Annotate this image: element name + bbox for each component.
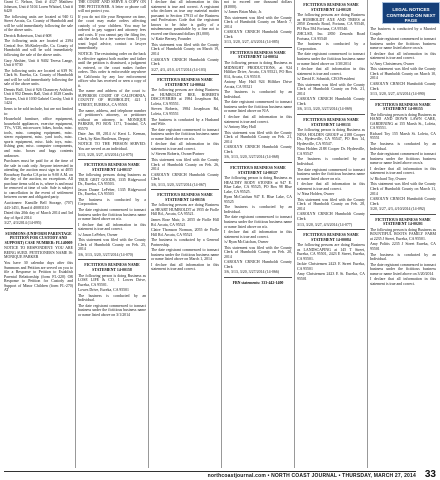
notice-paragraph: /s/ Jason LeFeber, Owner <box>78 232 118 237</box>
notice-paragraph: Dennis Ball, Unit # 926 Chauncey Ashford, Unit # 952 Dennis Ball, Unit # 1028 Candis Tavares, Unit # 1030 Gabriel Crosby, Unit # 1424 <box>4 87 73 106</box>
notice-divider <box>151 189 219 190</box>
notice-paragraph: The following person is doing Business as MIDNIGHT PRODUCTIONS, at 924 Hilfiker Drive, Arcata, CA 95521, PO Box 814, Arcata, CA 95518. <box>224 61 292 79</box>
notice-paragraph: CAROLYN CRNICH Humboldt County Clerk <box>297 97 365 106</box>
notice-paragraph: Antony May Hall 924 Hilfiker Drive Arcata, CA 95521 <box>224 80 292 89</box>
page-number: 33 <box>424 469 436 480</box>
notice-paragraph: 3/20, 3/27, 4/3, 4/10/2014 (14-092) <box>370 207 426 212</box>
notice-paragraph: The date registrant commenced to transact business under the fictitious business name or name listed above on n/a. <box>151 127 219 141</box>
notice-paragraph: The business is conducted by an Individual. <box>224 205 292 214</box>
notice-title: FICTITIOUS BUSINESS NAME STATEMENT 14-00131 <box>303 118 359 127</box>
notice-paragraph: I declare that all information in this statement is true and correct. <box>297 67 365 76</box>
notice-paragraph: This statement was filed with the County Clerk of Humboldt County on Feb. 21, 2014 <box>224 130 292 144</box>
notice-paragraph: Richard Toy 155 Marsh St. Loleta, CA 95551 <box>370 131 436 141</box>
notice-paragraph: /s/ David E. Schmidt, CEO/President <box>297 77 355 82</box>
notice-paragraph: The business is conducted by an Individual. <box>297 157 365 166</box>
notice-paragraph: James Rose Muir, Jr. 2055 de Fiolle Hill Rd. Arcata, CA 95521 <box>151 217 219 227</box>
notice-paragraph: The business is conducted by an Individual. <box>224 90 292 99</box>
notice-paragraph: Derrick Robertson, Unit # 608 <box>4 33 52 38</box>
notice-paragraph: Date: Jan. 08, 2014 /s/ Kerri L. Keenan, Clerk, by Kim Bartleson, Deputy <box>78 132 146 141</box>
notice-paragraph: Amy Christensen 2423 E St. Eureka, CA 95501 <box>297 272 365 281</box>
notice-title: FBN statements: 333-442-1400 <box>232 280 284 285</box>
notice-paragraph: This statement was filed with the County Clerk of Humboldt County on Feb. 21, 2014 <box>297 82 365 96</box>
notice-paragraph: 3/6, 3/13, 3/20, 3/27/2014 (14-067) <box>151 182 207 187</box>
notice-paragraph: The date registrant commenced to transact business under the fictitious business name or name listed above on n/a. <box>370 37 437 51</box>
notice-paragraph: I declare that all information in this statement is true and correct. <box>151 142 219 151</box>
notice-paragraph: 3/13, 3/20, 3/27, 4/3/2014 (14-090) <box>370 92 426 97</box>
notice-column-4 <box>221 0 294 468</box>
notice-paragraph: THE COURT AND SERVE A COPY ON THE PETITIONER. A letter or phone call will not protect you. <box>78 0 146 14</box>
notice-paragraph: Purchases must be paid for at the time of the sale in cash only. Anyone interested in attending the auction must sign in at 4055 Broadway Eureka CA prior to 9:00 A.M. on the day of the auction, no exceptions. All purchase items sold as is, where is and must be removed at time of sale. Sale is subject to cancellation in the event of settlement between owner and obligated party. <box>4 159 73 200</box>
footer-text: northcoastjournal.com • NORTH COAST JOURNAL • THURSDAY, MARCH 27, 2014 <box>207 473 416 479</box>
notice-divider <box>78 159 146 160</box>
notice-title: FICTITIOUS BUSINESS NAME STATEMENT 14-00084 <box>303 233 359 242</box>
notice-paragraph: NOTICE: The restraining order on the back is effective against both mother and father until the petition is dismissed, a judgment is entered, or the court makes further orders. This order is enforceable anywhere in California by any law enforcement officer who has received or seen a copy of it. <box>78 52 146 88</box>
notice-paragraph: This statement was filed with the County Clerk of Humboldt County on Feb. 26, 2014 <box>151 157 219 172</box>
notice-paragraph: Lowes Drive, Eureka, CA 95501 <box>78 288 129 293</box>
notice-title: FICTITIOUS BUSINESS NAME STATEMENT 14-00044 <box>157 78 213 87</box>
notice-paragraph: The date registrant commenced to transact business under the fictitious business name or name listed above on n/a. <box>297 167 365 181</box>
notice-paragraph: This statement was filed with the County Clerk of Humboldt County on March 7, 2014 <box>224 15 292 29</box>
notice-paragraph: This statement was filed with the County Clerk of Humboldt County on March 19, 2014 <box>151 42 219 57</box>
notice-paragraph: The following persons are doing Business as HUMBOLDT BEE, ROBERTS DISCOVERIES at 1984 Josephson Rd, Loleta, CA 95551. <box>151 88 219 106</box>
notice-paragraph: The following persons are doing Business as HEART HUMBOLDT at 1955 de Fiolle Hill Rd., Arcata, CA 95521. <box>151 203 219 217</box>
notice-paragraph: I declare that all information in this statement is true and correct. <box>224 115 292 124</box>
notice-paragraph: If you do not file your Response on time, the court may make orders affecting custody of your children. You may be ordered to pay support and attorney fees and costs. If you cannot pay the filing fee, ask the clerk for a fee waiver form. If you want legal advice, contact a lawyer immediately. <box>78 14 146 51</box>
notice-column-3 <box>148 0 221 468</box>
notice-title: FICTITIOUS BUSINESS NAME STATEMENT 14-00155 <box>375 102 431 112</box>
notice-paragraph: The name and address of the court is: SUPERIOR COURT OF CALIFORNIA, COUNTY OF HUMBOLDT, 421 I STREET, EUREKA, CA 95501 <box>78 89 146 108</box>
notice-paragraph: The following person is doing Business as BOUNTIFUL ROOTS FAMILY FARM at 2235 J Street, Eureka, CA 95501. <box>370 227 436 241</box>
notice-paragraph: /s/ Richard Toy, Owner <box>370 176 407 181</box>
notice-title: FICTITIOUS BUSINESS NAME STATEMENT 14-00158 <box>84 263 140 272</box>
notice-paragraph: CAROLYN CRNICH Humboldt County Clerk <box>224 30 292 39</box>
continued-banner[interactable] <box>382 2 440 24</box>
notice-paragraph: The business is conducted by an Individual. <box>370 142 436 151</box>
notice-title: FICTITIOUS BUSINESS NAME STATEMENT 14-00156 <box>157 193 213 202</box>
notice-column-5 <box>294 0 367 468</box>
notice-paragraph: The following persons are doing Business as LANDSCAPING at 145 T Street, Eureka, CA 95501, 2423 E Street, Eureka, CA 95501. <box>297 243 365 261</box>
notice-paragraph: The business is conducted by a Corporation. <box>297 42 365 51</box>
notice-paragraph: 3/27, 4/3, 4/10, 4/17/2014 (14-103) <box>151 67 207 72</box>
notice-paragraph: This statement was filed with the County Clerk of Humboldt County on Feb. 28, 2014 <box>297 197 365 211</box>
notice-paragraph: This statement was filed with the County Clerk of Humboldt County on Feb. 20, 2014 <box>224 245 292 259</box>
notice-title: FICTITIOUS BUSINESS NAME STATEMENT 14-00127 <box>230 165 286 175</box>
notice-title: SUMMONS (UNIFORM PARENTAGE PETITION FOR CUSTODY AND SUPPORT) CASE NUMBER: FL140009 <box>4 231 73 245</box>
notice-paragraph: CAROLYN CRNICH Humboldt County Clerk <box>151 57 219 67</box>
notice-paragraph: I declare that all information in this statement is true and correct. <box>370 51 436 61</box>
notice-paragraph: You have 30 calendar days after this Summons and Petition are served on you to file a Response to Petition to Establish Parental Relationship (form FL-220) OR Response to Petition for Custody and Support of Minor Children (form FL-270) AT <box>4 260 73 293</box>
notice-paragraph: NOTICE TO RESPONDENT: YOU ARE BEING SUED. PETITIONER'S NAME IS: MONIQUE PARKER <box>4 246 73 260</box>
notice-divider <box>151 74 219 75</box>
notice-paragraph: The date registrant commenced to transact business under the fictitious business name or name listed above on n/a. <box>78 207 146 222</box>
notice-paragraph: ZHCLSD, Inc. 2850 Zenonfa Road Fortuna, CA 95540 <box>297 32 365 41</box>
notice-column-2 <box>75 0 148 468</box>
notice-paragraph: /s/ Antony May Hall <box>224 125 256 130</box>
notice-paragraph: The following units are located at 940 G Street Arcata, Ca. County of Humboldt and will be sold immediately following the sale of the above units. <box>4 14 73 33</box>
notice-paragraph: The following persons doing business as TRUE GRIT GOODS, 1335 Ridgewood Dr., Eureka, CA 95503. <box>78 173 146 187</box>
notice-paragraph: Auctioneer: Kamille Bell Storage, (707) 443-1451, Bond # 40083110 <box>4 200 73 210</box>
notice-paragraph: 3/13, 3/20, 3/27, 4/3/2014 (14-077) <box>297 222 353 227</box>
notice-paragraph: The date registrant commenced to transact business under the fictitious business name or name listed above on 3/1/2014 <box>78 303 146 317</box>
notice-paragraph: The following person is doing Business as NINA HOLDEN GROUP at 2188 Cooper Dr., Hydesville, CA 95547, PO Box 14, Hydesville, CA 95547. <box>297 128 365 146</box>
notice-paragraph: The business is conducted by a Corporation. <box>78 197 146 207</box>
notice-paragraph: Jason Duane LeFeber, 1335 Ridgewood Dr., Eureka, CA 95503 <box>78 187 146 197</box>
notice-paragraph: This statement was filed with the County Clerk of Humboldt County on March 10, 2014 <box>370 67 436 81</box>
notice-paragraph: The business is conducted by an Individual. <box>370 252 436 262</box>
notice-divider <box>370 214 436 215</box>
notice-paragraph: 3/6, 3/13, 3/20, 3/27/2014 (14-070) <box>78 252 134 257</box>
notice-paragraph: CAROLYN CRNICH Humboldt County Clerk <box>224 145 292 154</box>
notice-paragraph: The business is conducted by a Husband and Wife. <box>151 117 219 127</box>
notice-title: FICTITIOUS BUSINESS NAME STATEMENT 14-00201 <box>375 217 431 227</box>
notice-paragraph: The date registrant commenced to transact business under the fictitious business name or name listed above on 3/20/2014 <box>370 262 437 276</box>
notice-title: FICTITIOUS BUSINESS NAME STATEMENT 14-00128 <box>303 3 359 12</box>
notice-paragraph: NOTICE TO THE PERSON SERVED: You are served as an individual. <box>78 142 146 151</box>
notice-paragraph: The business is conducted by a Married Couple. <box>370 27 436 36</box>
notice-paragraph: Nina Holden 2188 Cooper Dr. Hydesville, CA 95547 <box>297 147 365 156</box>
notice-paragraph: /s/ Steven Roberts, Owner/Partner <box>151 152 205 157</box>
notice-paragraph: The date registrant commenced to transact business under the fictitious business name or name listed above on N/A <box>224 100 292 114</box>
notice-column-1 <box>2 0 75 468</box>
notice-paragraph: CAROLYN CRNICH Humboldt County Clerk <box>370 82 436 91</box>
notice-paragraph: 3/13, 3/20, 3/27, 4/3/2014 (14-075) <box>78 152 134 157</box>
notice-title: FICTITIOUS BUSINESS NAME STATEMENT 14-00034 <box>230 50 286 60</box>
notice-paragraph: I declare that all information in this statement is true and correct. <box>370 277 436 286</box>
notice-paragraph: 3/27, 4/3/2014 (14-095) <box>4 221 42 226</box>
notice-paragraph: 3/13, 3/20, 3/27, 4/3/2014 (14-085) <box>224 40 280 45</box>
notice-paragraph: CAROLYN CRNICH Humboldt County Clerk <box>370 197 436 206</box>
notice-paragraph: Items to be sold include, but are not limited to: <box>4 107 73 116</box>
notice-paragraph: CAROLYN CRNICH Humboldt County Clerk <box>151 172 219 182</box>
notice-paragraph: Household furniture, office equipment, household appliances, exercise equipment, TVs, VCR, microwave, bikes, books, misc. tools, misc. camping equipment, misc. stereo equipment, misc. yard tools, misc. sports equipment, misc. kids toys, misc. fishing gear, misc. computer components, and misc. boxes and bags contents unknown. <box>4 117 73 158</box>
banner-title: LEGAL NOTICES <box>392 7 430 12</box>
notice-title: FICTITIOUS BUSINESS NAME STATEMENT 14-00137 <box>84 163 140 172</box>
notice-paragraph: Amy Politis 2235 J Street Eureka, CA 95501 <box>370 242 436 251</box>
notice-paragraph: /s/ James Brian Muir, Jr. <box>224 10 262 15</box>
notice-paragraph: /s/ Amy Christensen, Owner <box>370 61 415 66</box>
notice-paragraph: The following units are located at 2394 Central Ave. McKinleyville, Ca. County of Humboldt and will be sold immediately following the sale of the above units. <box>4 39 73 58</box>
notice-paragraph: I declare that all information in this statement is true and correct. <box>151 262 219 272</box>
notice-paragraph: /s/ Katie Berney, Founder <box>151 37 191 42</box>
notice-divider <box>370 99 436 100</box>
notice-paragraph: Grant C. Nelson, Unit # 4127 Matthew Johnson, Unit # 5104 Loren Whitsel, Unit # 6420 <box>4 0 73 14</box>
notice-paragraph: The date registrant commenced to transact business under the fictitious business name or name listed above on n/a. <box>370 152 437 166</box>
notice-paragraph: This statement was filed with the County Clerk of Humboldt County on March 11, 2014 <box>370 182 436 196</box>
notice-paragraph: I declare that all information in this statement is true and correct. <box>78 222 146 232</box>
notice-paragraph: 3/6, 3/13, 3/20, 3/27/2014 (14-069) <box>297 107 353 112</box>
notice-paragraph: /s/ Nina Holden, Owner <box>297 192 335 197</box>
notice-paragraph: The business is conducted by an Individual. <box>78 293 146 303</box>
notice-paragraph: Dated this 20th day of March 2014 and 3rd day of April 2014 <box>4 211 73 220</box>
banner-subtitle: CONTINUED ON NEXT PAGE <box>386 12 436 24</box>
notice-paragraph: The following person is doing Business as HAND AND DOWN LAWN CARE, GARDENING at 155 Marsh St., Loleta, CA 95551. <box>370 112 436 131</box>
notice-paragraph: Jackie Christensen 2423 E Street Eureka, CA 95501 <box>297 262 365 271</box>
notice-paragraph: Ryan McCutchan 947 E. Blue Lake, CA 95525 <box>224 195 292 204</box>
notice-paragraph: The date registrant commenced to transact business under the fictitious business name or name listed above on n/a. <box>224 215 292 229</box>
notice-paragraph: I declare that all information in this statement is true and correct. <box>224 230 292 239</box>
notice-paragraph: This statement was filed with the County Clerk of Humboldt County on Feb. 25, 2014 <box>78 238 146 252</box>
notice-divider <box>78 259 146 260</box>
notice-paragraph: I declare that all information in this statement is true and correct. A registrant who declares as true any material matter pursuant to Section 17913 of the Business and Professions Code that the registrant knows to be false is guilty of a misdemeanor punishable by a fine not to exceed one thousand dollars ($1,000). <box>151 0 219 36</box>
notice-paragraph: 3/6, 3/13, 3/20, 3/27/2014 (14-066) <box>224 270 280 275</box>
notice-divider <box>224 47 292 48</box>
notice-paragraph: The following persons are doing Business as HUMBOLDT AXE AND TREES at 2850 Zenonfa Road, Fortuna, CA 95540, PO Box 584 Fortuna, CA 95540. <box>297 13 365 31</box>
notice-paragraph: 3/6, 3/13, 3/20, 3/27/2014 (14-068) <box>224 155 280 160</box>
notice-paragraph: The following person is doing Business as LOSE LIFE & CO, 1 Lowes Drive, Eureka, CA 95501. <box>78 273 146 287</box>
notice-paragraph: The name, address, and telephone number of petitioner's attorney, or petitioner without an attorney, is: MONIQUE PARKER, PO BOX 1171, Trinidad, CA 95570 <box>78 108 146 131</box>
notice-paragraph: The following units are located at 639 W. Clark St. Eureka, Ca. County of Humboldt and will be sold immediately following the sale of the above units. <box>4 68 73 87</box>
notice-paragraph: CAROLYN CRNICH Humboldt County Clerk <box>224 260 292 269</box>
notice-paragraph: not to exceed one thousand dollars ($1000). <box>224 0 292 9</box>
notice-divider <box>297 229 365 230</box>
notice-divider <box>4 228 73 229</box>
notice-paragraph: CAROLYN CRNICH Humboldt County Clerk <box>297 212 365 221</box>
notice-paragraph: Steven Roberts, 1984 Josephson Rd, Loleta, CA 95551 <box>151 107 219 117</box>
notice-paragraph: The following person is doing Business as HEALTHY BODY STONES at 947 E. Blue Lake, CA 95525, PO Box 98 Blue Lake, CA 95525. <box>224 176 292 194</box>
notice-paragraph: Gary Abshier, Unit # 9402 Teresa Lange, Unit # 9730 <box>4 58 73 68</box>
notice-paragraph: I declare that all information in this statement is true and correct. <box>297 182 365 191</box>
notice-divider <box>224 277 292 278</box>
notice-paragraph: The date registrant commenced to transact business under the fictitious business name or name listed above on 1/30/2014 <box>297 52 365 66</box>
notice-column-6 <box>367 0 438 468</box>
notice-divider <box>224 162 292 163</box>
notice-paragraph: /s/ Ryan McCutchan, Owner <box>224 240 269 245</box>
legal-notices-columns <box>2 0 438 468</box>
footer-rule <box>4 471 416 472</box>
page-footer <box>0 470 440 480</box>
notice-paragraph: I declare that all information in this statement is true and correct. <box>370 166 436 176</box>
notice-paragraph: The business is conducted by a General Partnership. <box>151 238 219 247</box>
notice-divider <box>297 114 365 115</box>
notice-paragraph: Claire Thomson Norman, 2055 de Fiolle Hill Rd. Arcata, CA 95521 <box>151 228 219 237</box>
notice-paragraph: The date registrant commenced to transact business under the fictitious business name or name listed above on March 1, 2014 <box>151 248 219 262</box>
